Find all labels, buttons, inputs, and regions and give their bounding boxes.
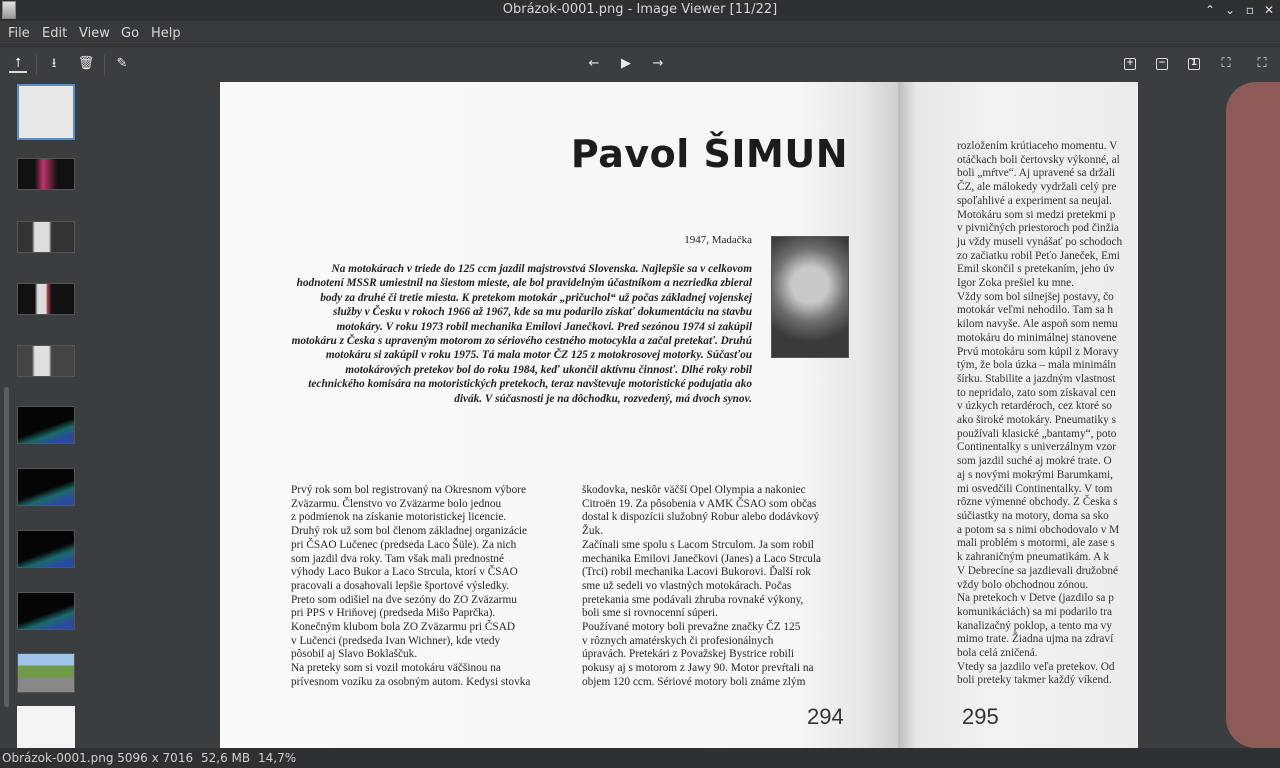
actual-size-icon[interactable]: 1 [1188,58,1200,70]
fullscreen-icon[interactable]: ⛶ [1257,56,1267,71]
thumbnail-scrollbar[interactable] [4,387,9,707]
play-icon[interactable]: ▶ [621,56,631,71]
edit-icon[interactable]: ✎ [116,56,128,71]
body-column-right: rozložením krútiaceho momentu. V otáčkach boli čertovsky výkonné, al boli „mŕtve“. Aj upravené sa držali ČZ, ale málokedy vydržali celý pre spoľahlivé a experiment sa neujal. Motokáru som si medzi pretekmi p v pivničných priestoroch pod činžia ju vždy museli vynášať po schodoch zo začiatku robil Peťo Janeček, Emi Emil skončil s pretekaním, jeho úv Igor Zoka prešiel ku mne. Vždy som bol silnejšej postavy, čo motokár veľmi nehodilo. Tam sa h kilom navyše. Ale aspoň som nemu motokáru do minimálnej stanovene Prvú motokáru som kúpil z Moravy tým, že bola úzka – mala minimáln šírku. Stabilite a jazdným vlastnost to nepridalo, zato som získaval cen v úzkych retardéroch, cez ktoré so ako široké motokáry. Pneumatiky s používali klasické „bantamy“, poto Continentalky s univerzálnym vzor som jazdil suché aj mokré trate. O aj s novými mokrými Barumkami, mi osvedčili Continentalky. V tom rôzne výmenné obchody. Z Česka s súčiastky na motory, doma sa sko a potom sa s nimi obchodovalo v M mali problém s motormi, ale zase s k zahraničným pneumatikám. A k V Debrecíne sa jazdievali družobné vždy bolo obchodnou zónou. Na pretekoch v Detve (jazdilo sa p komunikáciách) sa mi podarilo tra kanalizačný poklop, a tento ma vy mimo trate. Žiadna ujma na zdraví bola celá zničená. Vtedy sa jazdilo veľa pretekov. Od boli preteky takmer každý víkend. [957,140,1123,687]
next-icon[interactable]: → [652,56,664,71]
delete-icon[interactable]: 🗑 [77,56,95,71]
maximize-icon[interactable]: ▫ [1245,3,1255,17]
thumbnail[interactable] [17,653,75,693]
window-titlebar [0,0,1280,21]
portrait-photo [771,236,849,358]
page-number-left: 294 [807,704,844,729]
window-title: Obrázok-0001.png - Image Viewer [11/22] [502,2,778,17]
open-icon[interactable]: ⭡ [9,55,27,73]
image-canvas[interactable] [78,82,1280,748]
close-icon[interactable]: ✕ [1263,3,1275,17]
zoom-in-icon[interactable]: + [1124,58,1136,70]
bio-text: Na motokárach v triede do 125 ccm jazdil majstrovstvá Slovenska. Najlepšie sa v celkovom hodnotení MSSR umiestnil na šiestom mieste, ale bol pravidelným účastníkom a nezriedka zbieral body za druhé či tretie miesta. K pretekom motokár „pričuchol“ už počas základnej vojenskej služby v Česku v rokoch 1966 až 1967, kde sa mu podarilo získať dokumentáciu na stavbu motokáry. V roku 1973 robil mechanika Emilovi Janečkovi. Pred sezónou 1974 si zakúpil motokáru z Česka s upraveným motorom zo sériového cestného motocykla a začal pretekať. Druhú motokáru si zakúpil v roku 1975. Tá mala motor ČZ 125 z motokrosovej motorky. Súčasťou motokárových pretekov bol do roku 1984, keď ukončil aktívnu činnosť. Dlhé roky robil technického komisára na motoristických pretekoch, teraz navštevuje motoristické podujatia ako divák. V súčasnosti je na dôchodku, rozvedený, má dvoch synov. [291,263,752,405]
minimize-icon[interactable]: ⌄ [1224,3,1236,17]
thumbnail[interactable] [17,592,75,630]
menu-edit[interactable]: Edit [42,26,68,41]
status-filename: Obrázok-0001.png 5096 x 7016 [2,751,194,765]
thumbnail-selected[interactable] [17,84,75,140]
thumbnail[interactable] [17,706,75,748]
zoom-out-icon[interactable]: − [1156,58,1168,70]
menu-go[interactable]: Go [121,26,140,41]
prev-icon[interactable]: ← [588,56,600,71]
menu-view[interactable]: View [79,26,110,41]
status-size: 52,6 MB [201,751,251,765]
menubar [0,21,1280,46]
toolbar-separator [36,55,37,75]
thumbnail[interactable] [17,530,75,568]
page-heading: Pavol ŠIMUN [570,132,848,176]
body-column-2: škodovka, neskôr väčší Opel Olympia a nakoniec Citroën 19. Za pôsobenia v AMK ČSAO som občas dostal k dispozícii služobný Robur alebo dodávkový Žuk. Začínali sme spolu s Lacom Strculom. Ja som robil mechanika Emilovi Janečkovi (Janes) a Laco Strcula (Trci) robil mechanika Lacovi Bukorovi. Ďalší rok sme už sedeli vo vlastných motokárach. Počas pretekania sme podávali zhruba rovnaké výkony, boli sme si rovnocenní súperi. Používané motory boli prevažne značky ČZ 125 v rôznych amatérskych či profesionálnych úpravách. Pretekári z Považskej Bystrice robili pokusy aj s motorom z Jawy 90. Motor prevŕtali na objem 120 ccm. Sériové motory boli známe zlým [582,484,822,688]
thumbnail-sidebar [0,82,78,748]
next-image-edge [1226,82,1280,748]
thumbnail[interactable] [17,406,75,444]
status-zoom: 14,7% [258,751,297,765]
thumbnail[interactable] [17,158,75,190]
toolbar-separator [104,55,105,75]
bio-date: 1947, Madačka [684,234,752,246]
body-column-1: Prvý rok som bol registrovaný na Okresnom výbore Zväzarmu. Členstvo vo Zväzarme bolo jednou z podmienok na získanie motoristickej licencie. Druhý rok už som bol členom základnej organizácie pri ČSAO Lučenec (predseda Laco Šüle). Za nich som jazdil dva roky. Tam však mali prednostné výhody Laco Bukor a Laco Strcula, ktorí v ČSAO pracovali a dosahovali lepšie športové výsledky. Preto som odišiel na dve sezóny do ZO Zväzarmu pri PPS v Hriňovej (predseda Mišo Paprčka). Konečným klubom bola ZO Zväzarmu pri ČSAD v Lučenci (predseda Ivan Wichner), kde vtedy pôsobil aj Slavo Boklaščuk. Na preteky som si vozil motokáru väčšinou na prívesnom vozíku za osobným autom. Kedysi stovka [291,484,531,688]
scanned-page-right [898,82,1138,748]
fit-window-icon[interactable]: ⛶ [1221,56,1231,71]
thumbnail[interactable] [17,468,75,506]
shade-icon[interactable]: ⌃ [1204,3,1216,17]
menu-file[interactable]: File [8,26,30,41]
save-icon[interactable]: ⭳ [51,56,57,71]
statusbar [0,748,1280,768]
thumbnail[interactable] [17,221,75,253]
menu-help[interactable]: Help [151,26,181,41]
toolbar [0,46,1280,82]
scanned-page-left [220,82,898,748]
thumbnail[interactable] [17,345,75,377]
page-number-right: 295 [962,704,999,729]
thumbnail[interactable] [17,283,75,315]
